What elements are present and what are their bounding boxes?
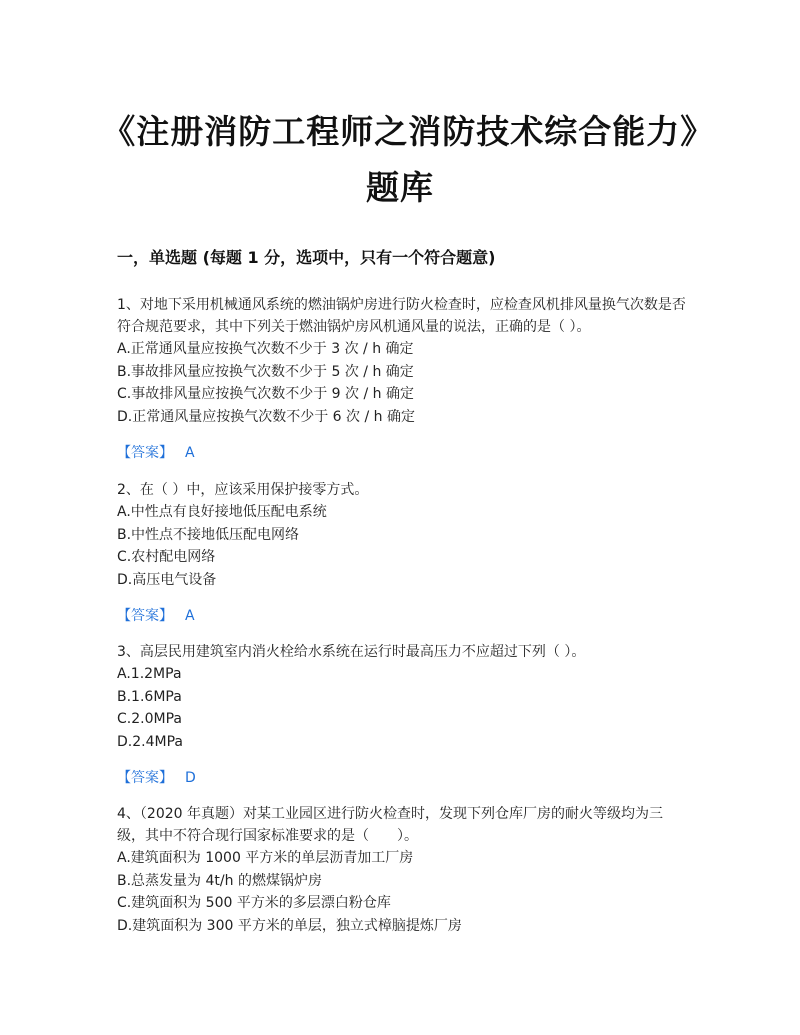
- answer-label: 【答案】: [117, 770, 173, 786]
- option-a: A.建筑面积为 1000 平方米的单层沥青加工厂房: [117, 850, 414, 866]
- option-a: A.正常通风量应按换气次数不少于 3 次 / h 确定: [117, 341, 414, 357]
- question-2: [117, 479, 687, 627]
- option-b: B.中性点不接地低压配电网络: [117, 526, 300, 543]
- answer-value: D: [185, 770, 196, 786]
- answer-value: A: [185, 445, 195, 461]
- option-c: C.事故排风量应按换气次数不少于 9 次 / h 确定: [117, 386, 414, 402]
- option-d: D.正常通风量应按换气次数不少于 6 次 / h 确定: [117, 408, 415, 425]
- section-heading: 一，单选题 (每题 1 分，选项中，只有一个符合题意): [117, 248, 496, 267]
- answer-row: [117, 767, 687, 789]
- question-1: [117, 294, 687, 464]
- answer-row: [117, 605, 687, 627]
- option-b: B.事故排风量应按换气次数不少于 5 次 / h 确定: [117, 363, 414, 380]
- answer-label: 【答案】: [117, 445, 173, 461]
- option-a: A.中性点有良好接地低压配电系统: [117, 504, 327, 520]
- question-3: [117, 641, 687, 789]
- option-d: D.高压电气设备: [117, 571, 217, 588]
- answer-row: [117, 442, 687, 464]
- option-c: C.农村配电网络: [117, 549, 216, 565]
- option-c: C.建筑面积为 500 平方米的多层漂白粉仓库: [117, 895, 391, 911]
- question-stem: 4、（2020 年真题）对某工业园区进行防火检查时，发现下列仓库厂房的耐火等级均为三级，其中不符合现行国家标准要求的是（ ）。: [117, 806, 663, 844]
- question-stem: 2、在（ ）中，应该采用保护接零方式。: [117, 482, 369, 498]
- answer-label: 【答案】: [117, 608, 173, 624]
- question-stem: 3、高层民用建筑室内消火栓给水系统在运行时最高压力不应超过下列（ ）。: [117, 644, 586, 660]
- option-b: B.1.6MPa: [117, 688, 182, 705]
- option-d: D.2.4MPa: [117, 733, 183, 750]
- option-a: A.1.2MPa: [117, 666, 182, 682]
- option-d: D.建筑面积为 300 平方米的单层，独立式樟脑提炼厂房: [117, 917, 462, 934]
- question-4: [117, 803, 687, 937]
- option-b: B.总蒸发量为 4t/h 的燃煤锅炉房: [117, 872, 322, 889]
- option-c: C.2.0MPa: [117, 711, 182, 727]
- question-stem: 1、对地下采用机械通风系统的燃油锅炉房进行防火检查时，应检查风机排风量换气次数是否符合规范要求，其中下列关于燃油锅炉房风机通风量的说法，正确的是（ ）。: [117, 297, 686, 335]
- document-title: 《注册消防工程师之消防技术综合能力》题库: [102, 112, 698, 207]
- answer-value: A: [185, 608, 195, 624]
